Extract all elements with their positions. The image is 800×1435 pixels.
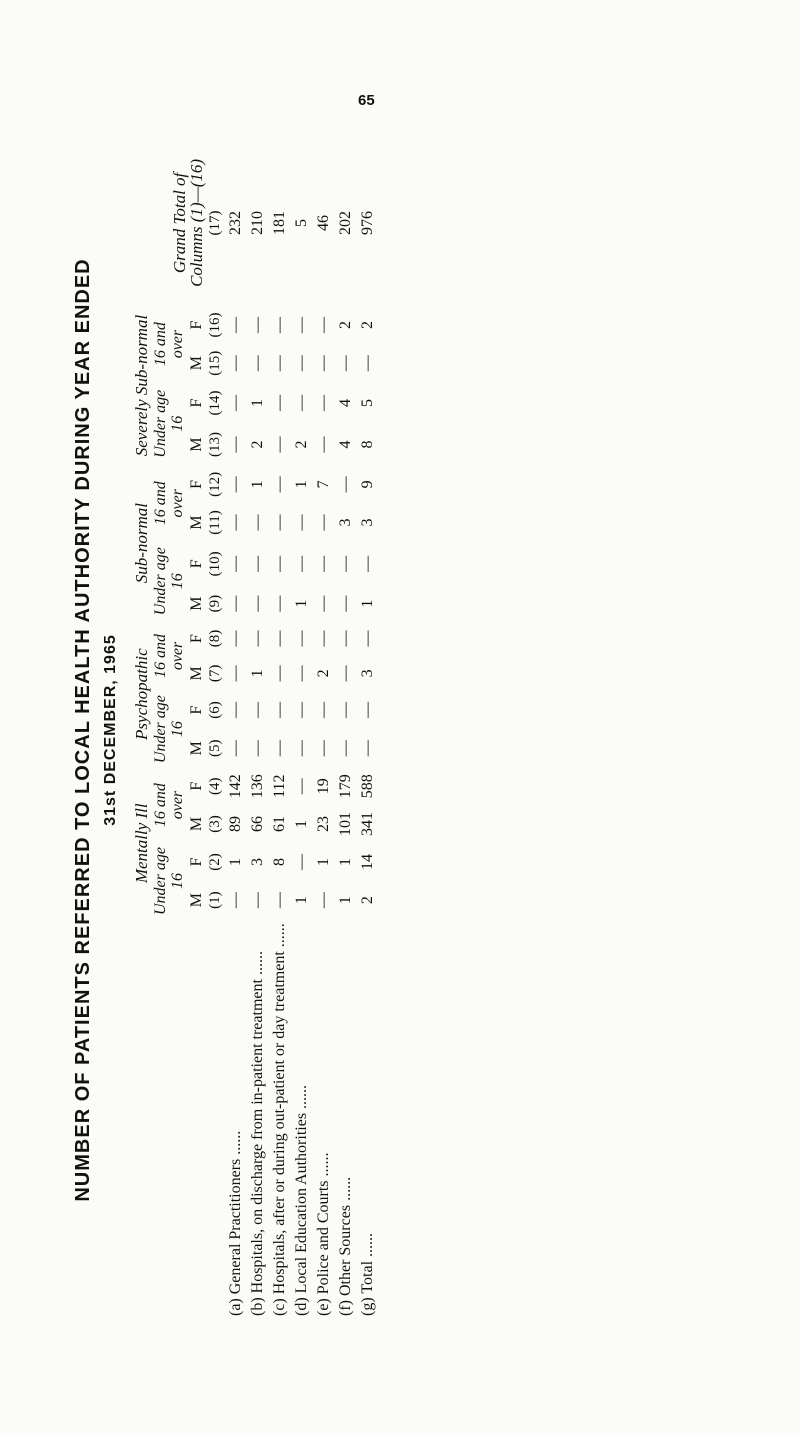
table-cell: — [359, 355, 376, 372]
table-cell: — [271, 476, 288, 493]
referrals-table [132, 140, 379, 1320]
table-cell: 14 [359, 853, 376, 870]
table-cell: — [271, 595, 288, 612]
table-row [269, 140, 291, 1320]
table-cell: — [271, 555, 288, 572]
source-header [132, 919, 225, 1320]
sex-m: M [188, 596, 205, 611]
table-cell: — [249, 595, 266, 612]
table-cell: — [249, 892, 266, 909]
table-cell: — [227, 316, 244, 333]
table-cell: 1 [337, 896, 354, 905]
sex-f: F [188, 705, 205, 715]
group-mentally-ill: Mentally Ill [132, 803, 151, 884]
column-number: (1) [207, 891, 223, 909]
table-cell: 61 [271, 815, 288, 832]
table-cell: — [271, 436, 288, 453]
table-cell: 89 [227, 815, 244, 832]
column-number: (6) [207, 701, 223, 719]
table-cell: 1 [249, 669, 266, 678]
table-subtitle: 31st DECEMBER, 1965 [102, 634, 119, 826]
table-cell: 2 [359, 320, 376, 329]
table-cell: — [249, 355, 266, 372]
column-number: (10) [207, 551, 223, 577]
table-cell: — [249, 555, 266, 572]
table-cell: — [227, 630, 244, 647]
column-number: (2) [207, 853, 223, 871]
sex-f: F [188, 479, 205, 489]
table-cell: — [271, 514, 288, 531]
table-cell: — [293, 555, 310, 572]
table-cell: 179 [337, 774, 354, 799]
table-cell: 142 [227, 774, 244, 799]
table-cell: — [227, 892, 244, 909]
table-cell: — [359, 702, 376, 718]
table-cell: — [293, 316, 310, 333]
table-cell: 202 [337, 210, 354, 235]
table-cell: 136 [249, 774, 266, 799]
table-row [291, 140, 313, 1320]
column-number: (15) [207, 350, 223, 376]
table-cell: — [293, 853, 310, 870]
table-cell: — [271, 892, 288, 909]
table-cell: 341 [359, 811, 376, 836]
sex-m: M [188, 816, 205, 832]
column-number: (11) [207, 510, 223, 535]
table-cell: 2 [315, 669, 332, 678]
table-body [225, 140, 379, 1320]
sex-m: M [188, 666, 205, 681]
group-severely-sub-normal: Severely Sub-normal [132, 314, 151, 457]
table-row [247, 140, 269, 1320]
age-under-1: Under age 16 [152, 847, 186, 916]
sex-f: F [188, 781, 205, 791]
table-cell: — [227, 555, 244, 572]
table-cell: 1 [227, 857, 244, 866]
table-cell: 4 [337, 440, 354, 449]
group-psychopathic: Psychopathic [132, 648, 151, 740]
sex-m: M [188, 515, 205, 530]
table-cell: — [271, 316, 288, 333]
table-cell: 8 [359, 440, 376, 449]
table-cell: — [315, 892, 332, 909]
table-cell: — [337, 595, 354, 612]
table-cell: — [293, 778, 310, 795]
table-cell: — [249, 316, 266, 333]
sex-m: M [188, 437, 205, 452]
table-cell: — [227, 702, 244, 718]
table-cell: 101 [337, 811, 354, 836]
table-cell: — [315, 595, 332, 612]
table-cell: 19 [315, 778, 332, 795]
table-title: NUMBER OF PATIENTS REFERRED TO LOCAL HEALTH AUTHORITY DURING YEAR ENDED [72, 258, 94, 1202]
table-cell: — [227, 395, 244, 412]
row-source-label: (f) Other Sources ...... [337, 1176, 354, 1316]
table-cell: — [227, 595, 244, 612]
column-number: (12) [207, 471, 223, 497]
sex-f: F [188, 634, 205, 643]
table-cell: — [337, 476, 354, 493]
table-cell: — [337, 555, 354, 572]
age-over-4: 16 and over [152, 322, 186, 367]
table-cell: — [337, 355, 354, 372]
table-cell: — [337, 740, 354, 757]
column-number: (9) [207, 594, 223, 613]
row-source-label: (c) Hospitals, after or during out-patient or day treatment ...... [271, 923, 288, 1316]
table-cell: 2 [337, 320, 354, 329]
table-cell: — [315, 355, 332, 372]
table-cell: 181 [271, 210, 288, 235]
sex-m: M [188, 741, 205, 756]
table-cell: 9 [359, 480, 376, 489]
table-cell: 66 [249, 815, 266, 832]
table-cell: — [271, 740, 288, 757]
table-cell: — [271, 355, 288, 372]
table-cell: — [359, 555, 376, 572]
table-cell: — [359, 630, 376, 647]
sex-f: F [188, 559, 205, 569]
table-cell: 1 [293, 480, 310, 489]
column-number: (5) [207, 739, 223, 757]
sex-f: F [188, 320, 205, 330]
group-header-row [132, 140, 151, 1320]
table-cell: 1 [337, 857, 354, 866]
age-under-3: Under age 16 [152, 547, 186, 616]
table-cell: — [227, 740, 244, 757]
age-over-3: 16 and over [152, 481, 186, 526]
page-number: 65 [358, 92, 375, 109]
table-cell: — [293, 740, 310, 757]
column-number: (7) [207, 664, 223, 683]
table-cell: 3 [359, 518, 376, 527]
table-cell: — [249, 630, 266, 647]
table-row [357, 140, 379, 1320]
table-cell: — [249, 740, 266, 757]
column-number: (8) [207, 629, 223, 648]
group-sub-normal: Sub-normal [132, 502, 151, 584]
table-cell: 3 [359, 669, 376, 678]
table-cell: — [315, 436, 332, 453]
column-number: (17) [207, 210, 223, 236]
age-over-2: 16 and over [152, 633, 186, 678]
table-cell: — [227, 436, 244, 453]
sex-m: M [188, 893, 205, 908]
table-cell: 588 [359, 774, 376, 799]
table-cell: 2 [249, 440, 266, 449]
table-cell: 7 [315, 480, 332, 489]
column-number: (4) [207, 777, 223, 795]
age-under-4: Under age 16 [152, 389, 186, 458]
table-cell: 232 [227, 210, 244, 235]
table-cell: — [227, 355, 244, 372]
table-cell: 976 [359, 210, 376, 235]
table-cell: — [293, 514, 310, 531]
table-cell: — [271, 702, 288, 718]
table-cell: 1 [315, 857, 332, 866]
table-cell: — [315, 395, 332, 412]
table-cell: — [315, 316, 332, 333]
table-cell: — [227, 476, 244, 493]
table-cell: 1 [249, 399, 266, 408]
table-cell: — [271, 395, 288, 412]
table-cell: — [271, 630, 288, 647]
table-cell: — [315, 514, 332, 531]
table-cell: 46 [315, 214, 332, 231]
table-cell: — [293, 395, 310, 412]
table-cell: 5 [293, 218, 310, 227]
table-cell: — [293, 702, 310, 718]
sex-f: F [188, 857, 205, 867]
table-cell: — [227, 514, 244, 531]
row-source-label: (d) Local Education Authorities ...... [293, 1084, 310, 1316]
table-cell: 5 [359, 399, 376, 408]
age-over-1: 16 and over [152, 783, 186, 828]
group-grand-total: Grand Total of Columns (1)—(16) [170, 158, 206, 287]
column-number: (16) [207, 312, 223, 338]
table-cell: 1 [249, 480, 266, 489]
table-cell: — [315, 630, 332, 647]
sex-m: M [188, 356, 205, 371]
table-row [225, 140, 247, 1320]
table-cell: — [337, 665, 354, 682]
table-cell: 2 [359, 896, 376, 905]
row-source-label: (b) Hospitals, on discharge from in-patient treatment ...... [249, 951, 266, 1316]
table-cell: 8 [271, 857, 288, 866]
table-cell: 3 [249, 857, 266, 866]
table-cell: — [315, 555, 332, 572]
table-row [335, 140, 357, 1320]
column-number: (14) [207, 390, 223, 416]
column-number: (13) [207, 431, 223, 457]
table-row [313, 140, 335, 1320]
table-cell: — [337, 630, 354, 647]
column-number: (3) [207, 815, 223, 833]
table-cell: — [359, 740, 376, 757]
table-cell: 23 [315, 815, 332, 832]
row-source-label: (g) Total ...... [359, 1232, 376, 1316]
table-cell: 210 [249, 210, 266, 235]
table-cell: 1 [293, 599, 310, 608]
table-cell: — [293, 665, 310, 682]
age-under-2: Under age 16 [152, 695, 186, 764]
table-cell: 112 [271, 774, 288, 798]
table-cell: — [315, 740, 332, 757]
table-cell: 4 [337, 399, 354, 408]
table-cell: — [337, 702, 354, 718]
table-cell: — [315, 702, 332, 718]
table-cell: — [293, 355, 310, 372]
table-cell: 1 [359, 599, 376, 608]
table-cell: 1 [293, 819, 310, 828]
table-cell: — [227, 665, 244, 682]
row-source-label: (a) General Practitioners ...... [227, 1130, 244, 1316]
table-cell: — [293, 630, 310, 647]
sex-f: F [188, 398, 205, 408]
table-cell: 3 [337, 518, 354, 527]
table-cell: 2 [293, 440, 310, 449]
table-cell: 1 [293, 896, 310, 905]
table-cell: — [249, 702, 266, 718]
rotated-table-sheet [70, 140, 710, 1320]
table-cell: — [249, 514, 266, 531]
row-source-label: (e) Police and Courts ...... [315, 1152, 332, 1316]
table-cell: — [271, 665, 288, 682]
